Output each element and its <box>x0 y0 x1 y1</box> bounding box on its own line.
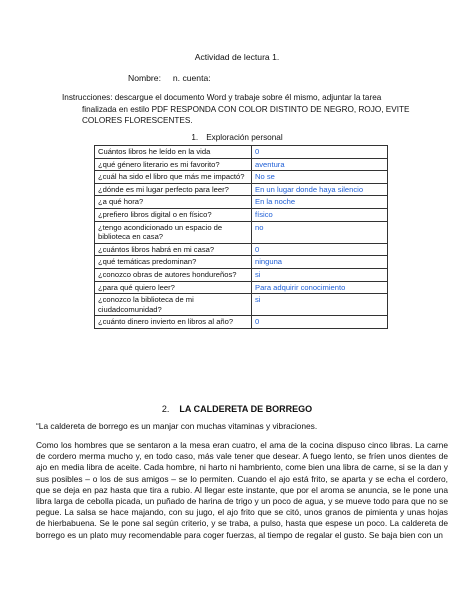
answer-cell[interactable]: 0 <box>252 243 388 256</box>
question-cell: ¿cuántos libros habrá en mi casa? <box>95 243 252 256</box>
section-2-title: LA CALDERETA DE BORREGO <box>179 404 313 414</box>
answer-cell[interactable]: físico <box>252 208 388 221</box>
question-cell: ¿conozco obras de autores hondureños? <box>95 268 252 281</box>
table-row <box>95 158 388 171</box>
table-row <box>95 268 388 281</box>
table-row <box>95 221 388 243</box>
table-row <box>95 256 388 269</box>
question-cell: ¿cuánto dinero invierto en libros al año? <box>95 316 252 329</box>
instructions-line-1: Instrucciones: descargue el documento Word y trabaje sobre él mismo, adjuntar la tarea <box>62 93 382 102</box>
answer-cell[interactable]: ninguna <box>252 256 388 269</box>
question-cell: ¿prefiero libros digital o en físico? <box>95 208 252 221</box>
question-cell: ¿para qué quiero leer? <box>95 281 252 294</box>
answer-cell[interactable]: si <box>252 294 388 316</box>
question-cell: ¿qué género literario es mi favorito? <box>95 158 252 171</box>
nombre-line: Nombre: n. cuenta: <box>128 73 211 83</box>
answer-cell[interactable]: En la noche <box>252 196 388 209</box>
table-row <box>95 196 388 209</box>
question-cell: ¿a qué hora? <box>95 196 252 209</box>
question-cell: Cuántos libros he leído en la vida <box>95 146 252 159</box>
answer-cell[interactable]: no <box>252 221 388 243</box>
table-row <box>95 294 388 316</box>
table-row <box>95 208 388 221</box>
answer-cell[interactable]: aventura <box>252 158 388 171</box>
question-cell: ¿conozco la biblioteca de mi ciudadcomunidad? <box>95 294 252 316</box>
section-2-number: 2. <box>161 404 170 414</box>
section-1-title: Exploración personal <box>206 133 283 142</box>
answer-cell[interactable]: si <box>252 268 388 281</box>
story-paragraph: Como los hombres que se sentaron a la mesa eran cuatro, el ama de la cocina dispuso cinco libras. La carne de cordero merma mucho y, en todo caso, más vale tener que desear. A fuego lento, se fríen unos dientes de ajo en media libra de aceite. Cada hombre, ni harto ni hambriento, come bien una libra de carne, si se la dan y sus posibles – o los de sus amigos – se lo permiten. Cuando el ajo está frito, se aparta y se echa el cordero, que se deja en paz hasta que tira a rubio. Al llegar este instante, que por el aroma se anuncia, se le pone una libra larga de cebolla picada, un puñado de harina de trigo y un poco de agua, y se mueve todo para que no se pegue. La salsa se hace majando, con su jugo, el ajo frito que se citó, unos granos de pimienta y unas hojas de hierbabuena. Se le pone sal según criterio, y se traba, a pulso, hasta que espese un poco. La caldereta de borrego es un plato muy recomendable para coger fuerzas, al tiempo de regalar el gusto. Se baja bien con un <box>36 440 448 540</box>
answer-cell[interactable]: 0 <box>252 316 388 329</box>
section-2-heading <box>0 404 474 414</box>
question-cell: ¿tengo acondicionado un espacio de biblioteca en casa? <box>95 221 252 243</box>
story-quote: “La caldereta de borrego es un manjar con muchas vitaminas y vibraciones. <box>36 421 318 431</box>
instructions-line-2: finalizada en estilo PDF RESPONDA CON COLOR DISTINTO DE NEGRO, ROJO, EVITE <box>82 104 410 114</box>
instructions-line-3: COLORES FLORESCENTES. <box>82 116 193 125</box>
question-cell: ¿qué temáticas predominan? <box>95 256 252 269</box>
question-cell: ¿cuál ha sido el libro que más me impactó? <box>95 171 252 184</box>
answer-cell[interactable]: No se <box>252 171 388 184</box>
answer-cell[interactable]: En un lugar donde haya silencio <box>252 183 388 196</box>
table-row <box>95 316 388 329</box>
instructions <box>62 92 422 127</box>
survey-table <box>94 145 388 329</box>
section-1-number: 1. <box>191 133 199 142</box>
table-row <box>95 146 388 159</box>
table-row <box>95 171 388 184</box>
document-title: Actividad de lectura 1. <box>194 52 280 62</box>
answer-cell[interactable]: 0 <box>252 146 388 159</box>
section-1-heading <box>0 133 474 142</box>
table-row <box>95 243 388 256</box>
table-row <box>95 183 388 196</box>
question-cell: ¿dónde es mi lugar perfecto para leer? <box>95 183 252 196</box>
answer-cell[interactable]: Para adquirir conocimiento <box>252 281 388 294</box>
table-row <box>95 281 388 294</box>
